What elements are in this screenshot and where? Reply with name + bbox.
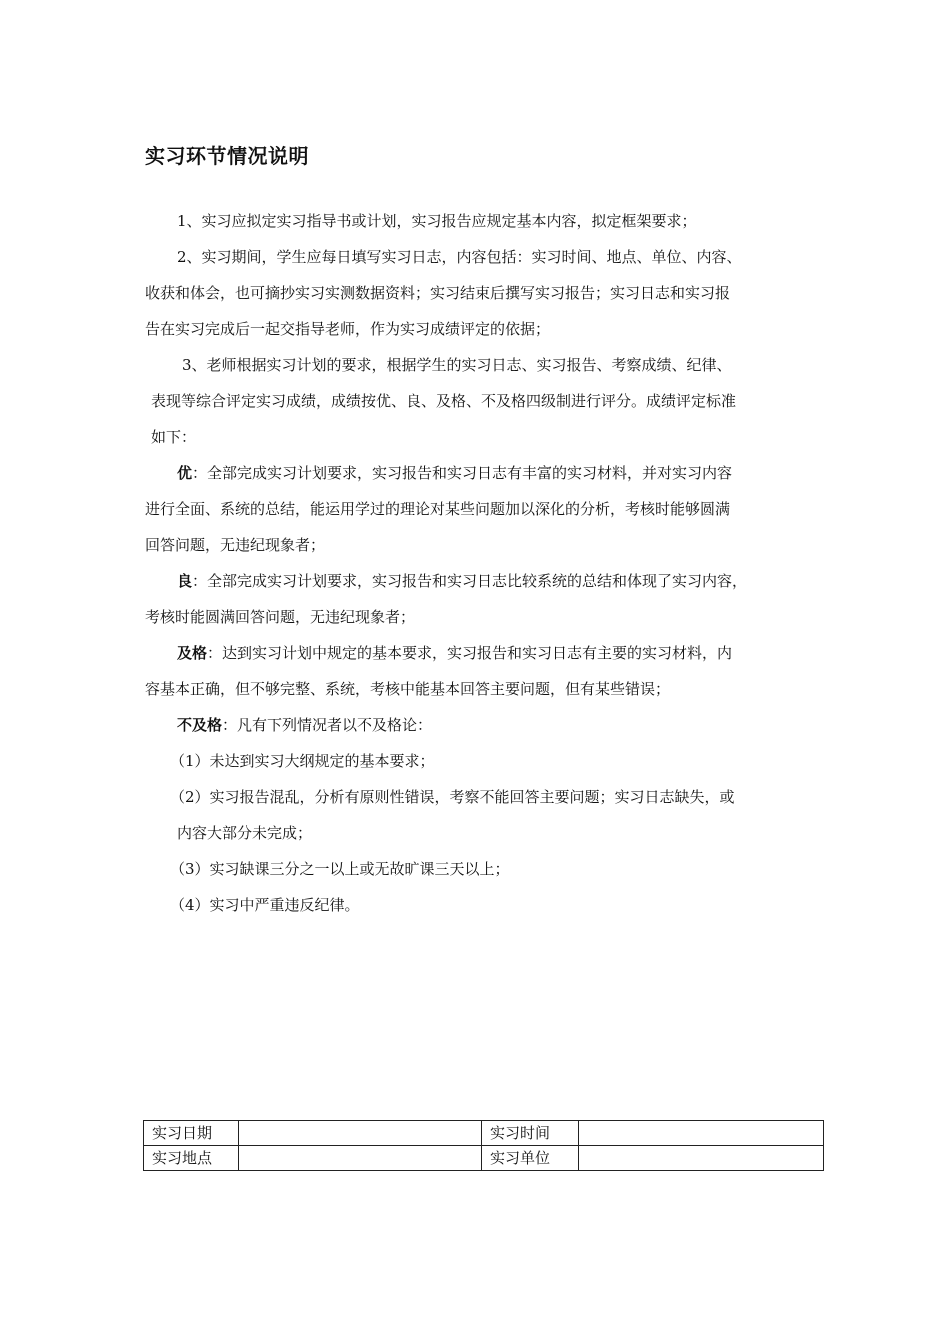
fail-condition-2-line-2: 内容大部分未完成；: [177, 824, 313, 842]
grade-excellent-line-2: 进行全面、系统的总结，能运用学过的理论对某些问题加以深化的分析，考核时能够圆满: [145, 500, 731, 518]
table-row: [144, 1146, 824, 1171]
grade-excellent-label: 优: [177, 464, 193, 482]
fail-condition-4: （4）实习中严重违反纪律。: [170, 896, 360, 914]
grade-pass-line-1: [145, 638, 825, 674]
item-3-line-2: 表现等综合评定实习成绩，成绩按优、良、及格、不及格四级制进行评分。成绩评定标准: [151, 392, 737, 410]
fail-condition-1: （1）未达到实习大纲规定的基本要求；: [170, 752, 435, 770]
table-row: [144, 1121, 824, 1146]
date-value: [239, 1121, 482, 1146]
page-title: 实习环节情况说明: [145, 144, 309, 168]
grade-good-line-1: [145, 566, 825, 602]
unit-label: 实习单位: [482, 1146, 579, 1171]
grade-good-text: ：全部完成实习计划要求，实习报告和实习日志比较系统的总结和体现了实习内容，: [192, 572, 748, 590]
item-2-line-1: 2、实习期间，学生应每日填写实习日志，内容包括：实习时间、地点、单位、内容、: [177, 248, 742, 266]
item-2-line-2: 收获和体会，也可摘抄实习实测数据资料；实习结束后撰写实习报告；实习日志和实习报: [145, 284, 731, 302]
grade-excellent-text: ：全部完成实习计划要求，实习报告和实习日志有丰富的实习材料，并对实习内容: [192, 464, 733, 482]
date-label: 实习日期: [144, 1121, 239, 1146]
grade-excellent-line-3: 回答问题，无违纪现象者；: [145, 536, 326, 554]
item-3-line-1: 3、老师根据实习计划的要求，根据学生的实习日志、实习报告、考察成绩、纪律、: [182, 356, 732, 374]
grade-pass-line-2: 容基本正确，但不够完整、系统，考核中能基本回答主要问题，但有某些错误；: [145, 680, 671, 698]
internship-info-table: [143, 1120, 824, 1171]
unit-value: [579, 1146, 824, 1171]
time-label: 实习时间: [482, 1121, 579, 1146]
grade-good-label: 良: [177, 572, 193, 590]
grade-good-line-2: 考核时能圆满回答问题，无违纪现象者；: [145, 608, 416, 626]
location-value: [239, 1146, 482, 1171]
time-value: [579, 1121, 824, 1146]
grade-fail-label: 不及格: [177, 716, 223, 734]
grade-pass-label: 及格: [177, 644, 208, 662]
fail-condition-2-line-1: （2）实习报告混乱，分析有原则性错误，考察不能回答主要问题；实习日志缺失，或: [170, 788, 735, 806]
grade-excellent-line-1: [145, 458, 825, 494]
grade-fail-intro: ：凡有下列情况者以不及格论：: [222, 716, 433, 734]
document-body: [145, 206, 825, 926]
fail-condition-3: （3）实习缺课三分之一以上或无故旷课三天以上；: [170, 860, 510, 878]
item-2-line-3: 告在实习完成后一起交指导老师，作为实习成绩评定的依据；: [145, 320, 551, 338]
item-3-line-3: 如下：: [151, 428, 197, 446]
grade-pass-text: ：达到实习计划中规定的基本要求，实习报告和实习日志有主要的实习材料，内: [207, 644, 733, 662]
grade-fail-line-1: [145, 710, 825, 746]
location-label: 实习地点: [144, 1146, 239, 1171]
item-1: 1、实习应拟定实习指导书或计划，实习报告应规定基本内容，拟定框架要求；: [177, 212, 697, 230]
